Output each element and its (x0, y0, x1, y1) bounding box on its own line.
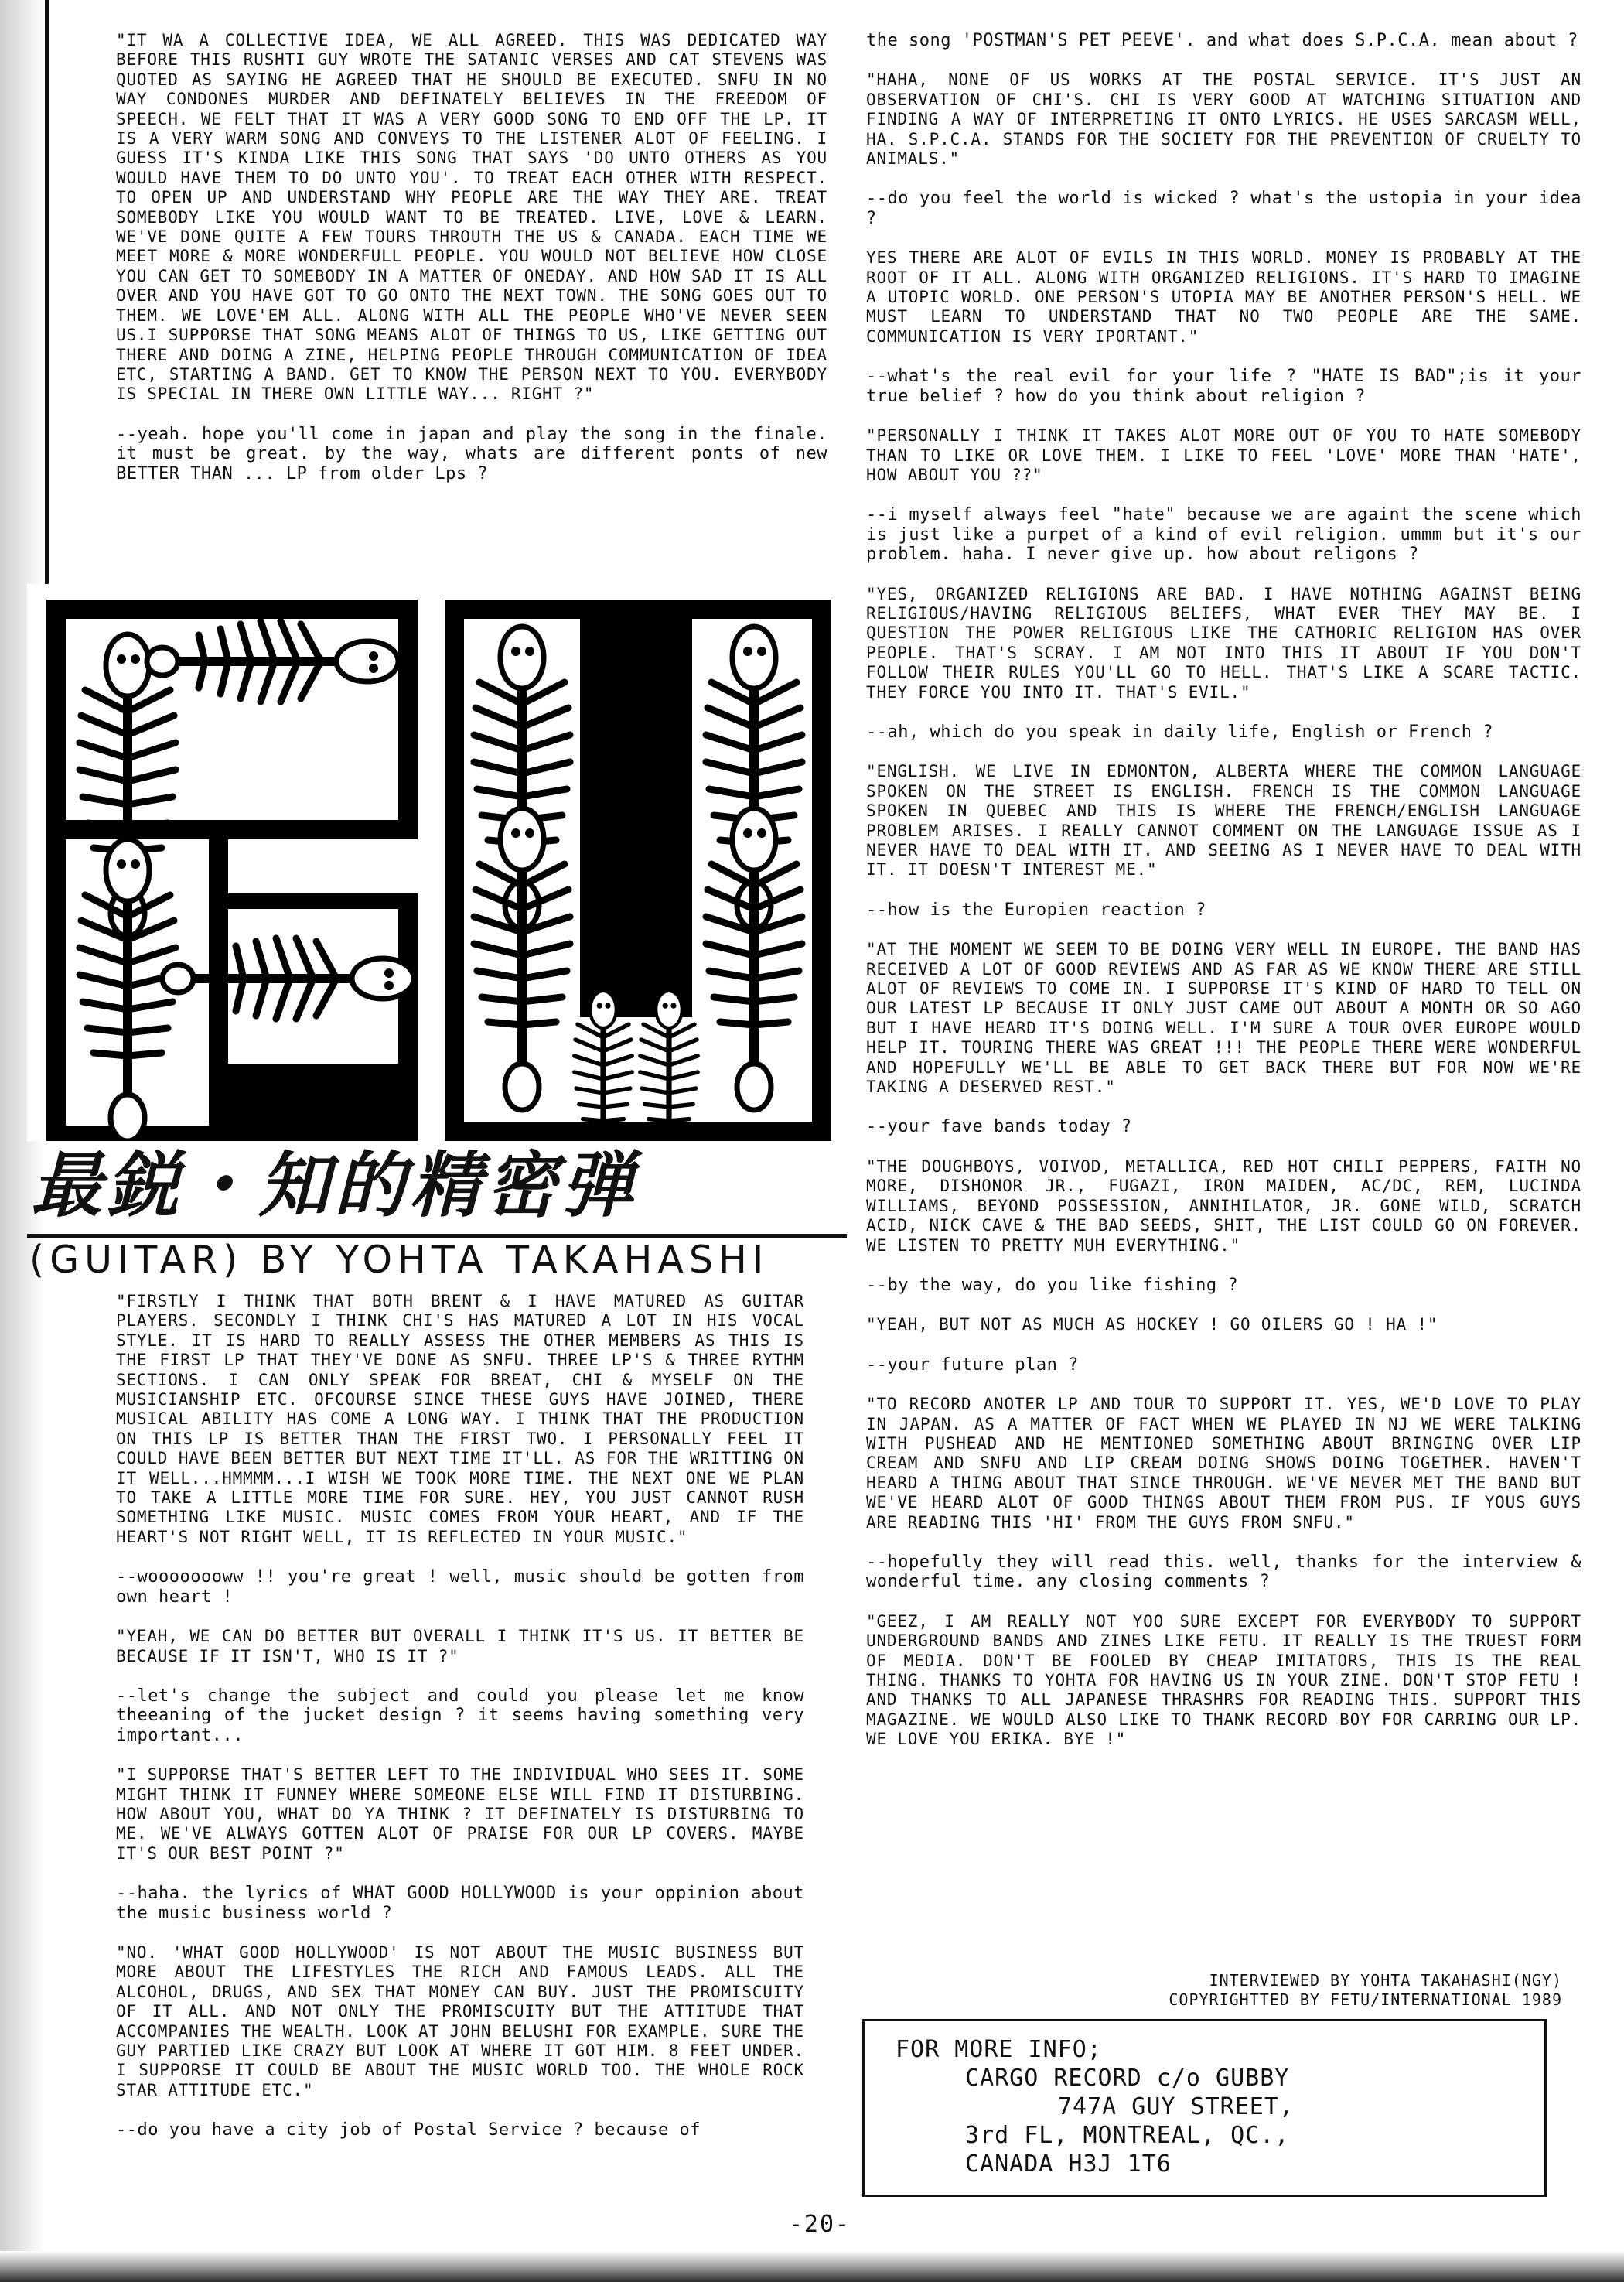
byline: (GUITAR) BY YOHTA TAKAHASHI (29, 1238, 769, 1282)
answer-paragraph: "PERSONALLY I THINK IT TAKES ALOT MORE OUT OF YOU TO HATE SOMEBODY THAN TO LIKE OR LOVE THEM. I LIKE TO FEEL 'LOVE' MORE THAN 'HATE', HOW ABOUT YOU ??" (866, 426, 1581, 484)
answer-paragraph: "IT WA A COLLECTIVE IDEA, WE ALL AGREED. THIS WAS DEDICATED WAY BEFORE THIS RUSHTI GUY WROTE THE SATANIC VERSES AND CAT STEVENS WAS QUOTED AS SAYING HE AGREED THAT HE SHOULD BE EXECUTED. SNFU IN NO WAY CONDONES MURDER AND DEFINATELY BELIEVES IN THE FREEDOM OF SPEECH. WE FELT THAT IT WAS A VERY GOOD SONG TO END OFF THE LP. IT IS A VERY WARM SONG AND CONVEYS TO THE LISTENER ALOT OF FEELING. I GUESS IT'S KINDA LIKE THIS SONG THAT SAYS 'DO UNTO OTHERS AS YOU WOULD HAVE THEM TO DO UNTO YOU'. TO TREAT EACH OTHER WITH RESPECT. TO OPEN UP AND UNDERSTAND WHY PEOPLE ARE THE WAY THEY ARE. TREAT SOMEBODY LIKE YOU WOULD WANT TO BE TREATED. LIVE, LOVE & LEARN. WE'VE DONE QUITE A FEW TOURS THROUTH THE US & CANADA. EACH TIME WE MEET MORE & MORE WONDERFULL PEOPLE. YOU WOULD NOT BELIEVE HOW CLOSE YOU CAN GET TO SOMEBODY IN A MATTER OF ONEDAY. AND HOW SAD IT IS ALL OVER AND YOU HAVE GOT TO GO ONTO THE NEXT TOWN. THE SONG GOES OUT TO THEM. WE LOVE'EM ALL. ALONG WITH ALL THE PEOPLE WHO'VE NEVER SEEN US.I SUPPORSE THAT SONG MEANS ALOT OF THINGS TO US, LIKE GETTING OUT THERE AND DOING A ZINE, HELPING PEOPLE THROUGH COMMUNICATION OF IDEA ETC, STARTING A BAND. GET TO KNOW THE PERSON NEXT TO YOU. EVERYBODY IS SPECIAL IN THERE OWN LITTLE WAY... RIGHT ?" (116, 31, 827, 404)
question-paragraph: --your fave bands today ? (866, 1117, 1132, 1137)
question-paragraph: --how is the Europien reaction ? (866, 900, 1206, 920)
question-paragraph: --your future plan ? (866, 1355, 1079, 1375)
question-paragraph: --woooooooww !! you're great ! well, music should be gotten from own heart ! (116, 1567, 804, 1607)
question-paragraph: --let's change the subject and could you please let me know theeaning of the jucket design ? it seems having something very important... (116, 1686, 804, 1745)
contact-info-box (862, 2019, 1547, 2197)
question-paragraph: --hopefully they will read this. well, thanks for the interview & wonderful time. any closing comments ? (866, 1552, 1581, 1592)
answer-paragraph: "HAHA, NONE OF US WORKS AT THE POSTAL SERVICE. IT'S JUST AN OBSERVATION OF CHI'S. CHI IS VERY GOOD AT WATCHING SITUATION AND FINDING A WAY OF INTERPRETING IT ONTO LYRICS. HE USES SARCASM WELL, HA. S.P.C.A. STANDS FOR THE SOCIETY FOR THE PREVENTION OF CRUELTY TO ANIMALS." (866, 70, 1581, 169)
answer-paragraph: "AT THE MOMENT WE SEEM TO BE DOING VERY WELL IN EUROPE. THE BAND HAS RECEIVED A LOT OF GOOD REVIEWS AND AS FAR AS WE KNOW THERE ARE STILL ALOT OF REVIEWS TO COME IN. I SUPPORSE IT'S KIND OF HARD TO TELL ON OUR LATEST LP BECAUSE IT ONLY JUST CAME OUT ABOUT A MONTH OR SO AGO BUT I HAVE HEARD IT'S DOING WELL. I'M SURE A TOUR OVER EUROPE WOULD HELP IT. TOURING THERE WAS GREAT !!! THE PEOPLE THERE WERE WONDERFUL AND HOPEFULLY WE'LL BE ABLE TO GET BACK THERE BUT FOR NOW WE'RE TAKING A DESERVED REST." (866, 940, 1581, 1097)
left-column-top (116, 31, 827, 504)
answer-paragraph: "FIRSTLY I THINK THAT BOTH BRENT & I HAVE MATURED AS GUITAR PLAYERS. SECONDLY I THINK CHI'S HAS MATURED A LOT IN HIS VOCAL STYLE. IT IS HARD TO REALLY ASSESS THE OTHER MEMBERS AS THIS IS THE FIRST LP THAT THEY'VE DONE AS SNFU. THREE LP'S & THREE RYTHM SECTIONS. I CAN ONLY SPEAK FOR BREAT, CHI & MYSELF ON THE MUSICIANSHIP ETC. OFCOURSE SINCE THESE GUYS HAVE JOINED, THERE MUSICAL ABILITY HAS COME A LONG WAY. I THINK THAT THE PRODUCTION ON THIS LP IS BETTER THAN THE FIRST TWO. I PERSONALLY FEEL IT COULD HAVE BEEN BETTER BUT NEXT TIME IT'LL. AS FOR THE WRITTING ON IT WELL...HMMMM...I WISH WE TOOK MORE TIME. THE NEXT ONE WE PLAN TO TAKE A LITTLE MORE TIME FOR SURE. HEY, YOU JUST CANNOT RUSH SOMETHING LIKE MUSIC. MUSIC COMES FROM YOUR HEART, AND IF THE HEART'S NOT RIGHT WELL, IT IS REFLECTED IN YOUR MUSIC." (116, 1292, 804, 1546)
contact-postal: CANADA H3J 1T6 (965, 2150, 1172, 2178)
answer-paragraph: "THE DOUGHBOYS, VOIVOD, METALLICA, RED HOT CHILI PEPPERS, FAITH NO MORE, DISHONOR JR., FUGAZI, IRON MAIDEN, AC/DC, REM, LUCINDA WILLIAMS, BEYOND POSSESSION, ANNIHILATOR, JR. GONE WILD, SCRATCH ACID, NICK CAVE & THE BAD SEEDS, SHIT, THE LIST COULD GO ON FOREVER. WE LISTEN TO PRETTY MUH EVERYTHING." (866, 1156, 1581, 1255)
question-paragraph: the song 'POSTMAN'S PET PEEVE'. and what does S.P.C.A. mean about ? (866, 31, 1578, 50)
answer-paragraph: "GEEZ, I AM REALLY NOT YOO SURE EXCEPT FOR EVERYBODY TO SUPPORT UNDERGROUND BANDS AND ZINES LIKE FETU. IT REALLY IS THE TRUEST FORM OF MEDIA. DON'T BE FOOLED BY CHEAP IMITATORS, THIS IS THE REAL THING. THANKS TO YOHTA FOR HAVING US IN YOUR ZINE. DON'T STOP FETU ! AND THANKS TO ALL JAPANESE THRASHRS FOR READING THIS. SUPPORT THIS MAGAZINE. WE WOULD ALSO LIKE TO THANK RECORD BOY FOR CARRING OUR LP. WE LOVE YOU ERIKA. BYE !" (866, 1611, 1581, 1749)
question-paragraph: --do you have a city job of Postal Service ? because of (116, 2120, 701, 2140)
answer-paragraph: "YEAH, WE CAN DO BETTER BUT OVERALL I THINK IT'S US. IT BETTER BE BECAUSE IF IT ISN'T, WHO IS IT ?" (116, 1627, 804, 1665)
right-column (866, 31, 1581, 1770)
answer-paragraph: "I SUPPORSE THAT'S BETTER LEFT TO THE INDIVIDUAL WHO SEES IT. SOME MIGHT THINK IT FUNNEY WHERE SOMEONE ELSE WILL FIND IT DISTURBING. HOW ABOUT YOU, WHAT DO YA THINK ? IT DEFINATELY IS DISTURBING TO ME. WE'VE ALWAYS GOTTEN ALOT OF PRAISE FOR OUR LP COVERS. MAYBE IT'S OUR BEST POINT ?" (116, 1765, 804, 1863)
question-paragraph: --ah, which do you speak in daily life, English or French ? (866, 722, 1493, 742)
question-paragraph: --haha. the lyrics of WHAT GOOD HOLLYWOOD is your oppinion about the music business world ? (116, 1884, 804, 1923)
answer-paragraph: "ENGLISH. WE LIVE IN EDMONTON, ALBERTA WHERE THE COMMON LANGUAGE SPOKEN ON THE STREET IS ENGLISH. FRENCH IS THE COMMON LANGUAGE SPOKEN IN QUEBEC AND THIS IS WHERE THE FRENCH/ENGLISH LANGUAGE PROBLEM ARISES. I REALLY CANNOT COMMENT ON THE LANGUAGE ISSUE AS I NEVER HAVE TO DEAL WITH IT. AND SEEING AS I NEVER HAVE TO DEAL WITH IT. IT DOESN'T INTEREST ME." (866, 762, 1581, 880)
contact-heading: FOR MORE INFO; (896, 2036, 1102, 2063)
contact-label: CARGO RECORD c/o GUBBY (965, 2065, 1290, 2092)
japanese-title: 最鋭・知的精密弾 (31, 1143, 638, 1227)
question-paragraph: --by the way, do you like fishing ? (866, 1275, 1239, 1295)
interview-credits (1067, 1971, 1562, 2010)
left-margin-rule (45, 0, 49, 588)
question-paragraph: --i myself always feel "hate" because we are againt the scene which is just like a purpet of a kind of evil religion. ummm but it's our problem. haha. I never give up. how about religons ? (866, 505, 1581, 565)
answer-paragraph: YES THERE ARE ALOT OF EVILS IN THIS WORLD. MONEY IS PROBABLY AT THE ROOT OF IT ALL. ALONG WITH ORGANIZED RELIGIONS. IT'S HARD TO IMAGINE A UTOPIC WORLD. ONE PERSON'S UTOPIA MAY BE ANOTHER PERSON'S HELL. WE MUST LEARN TO UNDERSTAND THAT NO TWO PEOPLE ARE THE SAME. COMMUNICATION IS VERY IPORTANT." (866, 248, 1581, 346)
answer-paragraph: "YES, ORGANIZED RELIGIONS ARE BAD. I HAVE NOTHING AGAINST BEING RELIGIOUS/HAVING RELIGIOUS BELIEFS, WHAT EVER THEY MAY BE. I QUESTION THE POWER RELIGIOUS LIKE THE CATHORIC RELIGION HAS OVER PEOPLE. THAT'S SCRAY. I AM NOT INTO THIS IT ABOUT IF YOU DON'T FOLLOW THEIR RULES YOU'LL GO TO HELL. THAT'S LIKE A SCARE TACTIC. THEY FORCE YOU INTO IT. THAT'S EVIL." (866, 584, 1581, 702)
scan-edge-bottom (0, 2251, 1624, 2282)
contact-street: 747A GUY STREET, (1058, 2093, 1294, 2120)
page-number: -20- (788, 2211, 851, 2238)
credit-interviewer: INTERVIEWED BY YOHTA TAKAHASHI(NGY) (1209, 1971, 1562, 1990)
question-paragraph: --yeah. hope you'll come in japan and play the song in the finale. it must be great. by the way, whats are different ponts of new BETTER THAN ... LP from older Lps ? (116, 424, 827, 483)
question-paragraph: --what's the real evil for your life ? "HATE IS BAD";is it your true belief ? how do you think about religion ? (866, 367, 1581, 406)
fu-logo-artwork (27, 584, 847, 1141)
left-column-bottom (116, 1292, 804, 2161)
answer-paragraph: "TO RECORD ANOTER LP AND TOUR TO SUPPORT IT. YES, WE'D LOVE TO PLAY IN JAPAN. AS A MATTER OF FACT WHEN WE PLAYED IN NJ WE WERE TALKING WITH PUSHEAD AND HE MENTIONED SOMETHING ABOUT BRINGING OVER LIP CREAM AND SNFU AND LIP CREAM DOING SHOWS DOING TOGETHER. HAVEN'T HEARD A THING ABOUT THAT SINCE THROUGH. WE'VE NEVER MET THE BAND BUT WE'VE HEARD ALOT OF GOOD THINGS ABOUT THEM FROM PUS. IF YOUS GUYS ARE READING THIS 'HI' FROM THE GUYS FROM SNFU." (866, 1395, 1581, 1532)
answer-paragraph: "NO. 'WHAT GOOD HOLLYWOOD' IS NOT ABOUT THE MUSIC BUSINESS BUT MORE ABOUT THE LIFESTYLES THE RICH AND FAMOUS LEADS. ALL THE ALCOHOL, DRUGS, AND SEX THAT MONEY CAN BUY. JUST THE PROMISCUITY OF IT ALL. AND NOT ONLY THE PROMISCUITY BUT THE ATTITUDE THAT ACCOMPANIES THE WEALTH. LOOK AT JOHN BELUSHI FOR EXAMPLE. SURE THE GUY PARTIED LIKE CRAZY BUT LOOK AT WHERE IT GOT HIM. 8 FEET UNDER. I SUPPORSE IT COULD BE ABOUT THE MUSIC WORLD TOO. THE WHOLE ROCK STAR ATTITUDE ETC." (116, 1942, 804, 2099)
contact-city: 3rd FL, MONTREAL, QC., (965, 2122, 1290, 2149)
credit-copyright: COPYRIGHTTED BY FETU/INTERNATIONAL 1989 (1169, 1990, 1562, 2009)
question-paragraph: --do you feel the world is wicked ? what's the ustopia in your idea ? (866, 189, 1581, 228)
answer-paragraph: "YEAH, BUT NOT AS MUCH AS HOCKEY ! GO OILERS GO ! HA !" (866, 1315, 1438, 1334)
